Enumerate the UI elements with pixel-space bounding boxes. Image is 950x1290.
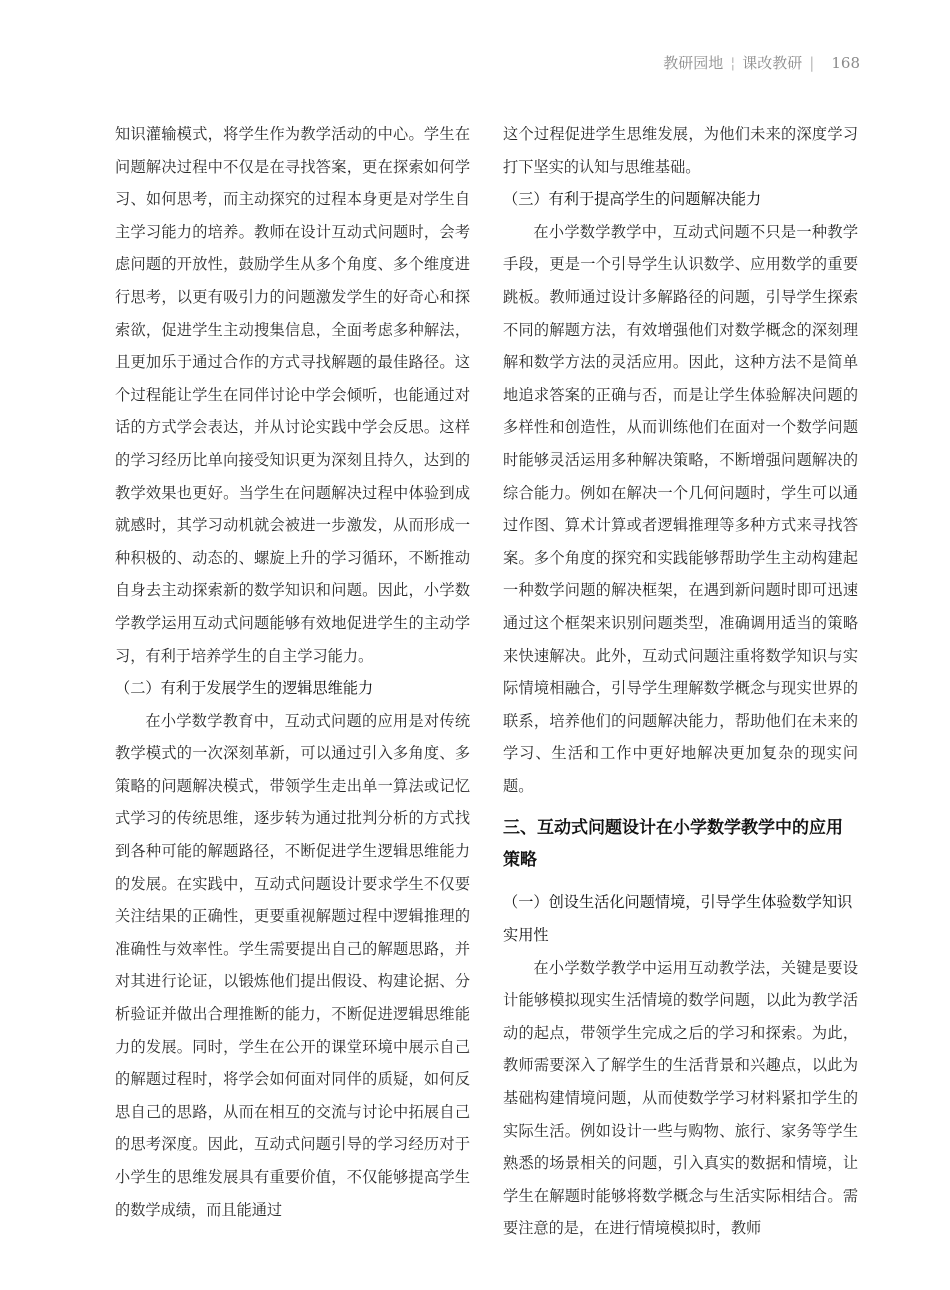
header-separator-2: | — [809, 54, 815, 72]
subsection-heading-life-situations: （一）创设生活化问题情境，引导学生体验数学知识实用性 — [503, 893, 853, 945]
paragraph: 在小学数学教育中，互动式问题的应用是对传统教学模式的一次深刻革新，可以通过引入多角度、多策略的问题解决模式，带领学生走出单一算法或记忆式学习的传统思维，逐步转为通过批判分析的方式找到各种可能的解题路径，不断促进学生逻辑思维能力的发展。在实践中，互动式问题设计要求学生不仅要关注结果的正确性，更要重视解题过程中逻辑推理的准确性与效率性。学生需要提出自己的解题思路，并对其进行论证，以锻炼他们提出假设、构建论据、分析验证并做出合理推断的能力，不断促进逻辑思维能力的发展。同时，学生在公开的课堂环境中展示自己的解题过程时，将学会如何面对同伴的质疑，如何反思自己的思路，从而在相互的交流与讨论中拓展自己的思考深度。因此，互动式问题引导的学习经历对于小学生的思维发展具有重要价值，不仅能够提高学生的数学成绩，而且能通过 — [115, 711, 470, 1219]
left-column — [115, 118, 470, 1226]
paragraph: 知识灌输模式，将学生作为教学活动的中心。学生在问题解决过程中不仅是在寻找答案，更在探索如何学习、如何思考，而主动探究的过程本身更是对学生自主学习能力的培养。教师在设计互动式问题时，会考虑问题的开放性，鼓励学生从多个角度、多个维度进行思考，以更有吸引力的问题激发学生的好奇心和探索欲，促进学生主动搜集信息，全面考虑多种解法，且更加乐于通过合作的方式寻找解题的最佳路径。这个过程能让学生在同伴讨论中学会倾听，也能通过对话的方式学会表达，并从讨论实践中学会反思。这样的学习经历比单向接受知识更为深刻且持久，达到的教学效果也更好。当学生在问题解决过程中体验到成就感时，其学习动机就会被进一步激发，从而形成一种积极的、动态的、螺旋上升的学习循环，不断推动自身去主动探索新的数学知识和问题。因此，小学数学教学运用互动式问题能够有效地促进学生的主动学习，有利于培养学生的自主学习能力。 — [115, 125, 470, 665]
paragraph: 这个过程促进学生思维发展，为他们未来的深度学习打下坚实的认知与思维基础。 — [503, 125, 858, 176]
paragraph: 在小学数学教学中运用互动教学法，关键是要设计能够模拟现实生活情境的数学问题，以此为教学活动的起点，带领学生完成之后的学习和探索。为此，教师需要深入了解学生的生活背景和兴趣点，以此为基础构建情境问题，从而使数学学习材料紧扣学生的实际生活。例如设计一些与购物、旅行、家务等学生熟悉的场景相关的问题，引入真实的数据和情境，让学生在解题时能够将数学概念与生活实际相结合。需要注意的是，在进行情境模拟时，教师 — [503, 958, 858, 1238]
header-section: 教研园地 — [663, 54, 724, 72]
header-separator: ¦ — [730, 54, 736, 72]
header-column: 课改教研 — [742, 54, 803, 72]
subsection-heading-logic: （二）有利于发展学生的逻辑思维能力 — [115, 679, 374, 698]
section-heading: 三、互动式问题设计在小学数学教学中的应用策略 — [503, 818, 843, 871]
running-header — [663, 52, 860, 73]
paragraph: 在小学数学教学中，互动式问题不只是一种教学手段，更是一个引导学生认识数学、应用数学的重要跳板。教师通过设计多解路径的问题，引导学生探索不同的解题方法，有效增强他们对数学概念的深刻理解和数学方法的灵活应用。因此，这种方法不是简单地追求答案的正确与否，而是让学生体验解决问题的多样性和创造性，从而训练他们在面对一个数学问题时能够灵活运用多种解决策略，不断增强问题解决的综合能力。例如在解决一个几何问题时，学生可以通过作图、算术计算或者逻辑推理等多种方式来寻找答案。多个角度的探究和实践能够帮助学生主动构建起一种数学问题的解决框架，在遇到新问题时即可迅速通过这个框架来识别问题类型，准确调用适当的策略来快速解决。此外，互动式问题注重将数学知识与实际情境相融合，引导学生理解数学概念与现实世界的联系，培养他们的问题解决能力，帮助他们在未来的学习、生活和工作中更好地解决更加复杂的现实问题。 — [503, 222, 858, 795]
subsection-heading-problem-solving: （三）有利于提高学生的问题解决能力 — [503, 190, 762, 209]
page-number: 168 — [831, 54, 860, 72]
right-column — [503, 118, 858, 1245]
